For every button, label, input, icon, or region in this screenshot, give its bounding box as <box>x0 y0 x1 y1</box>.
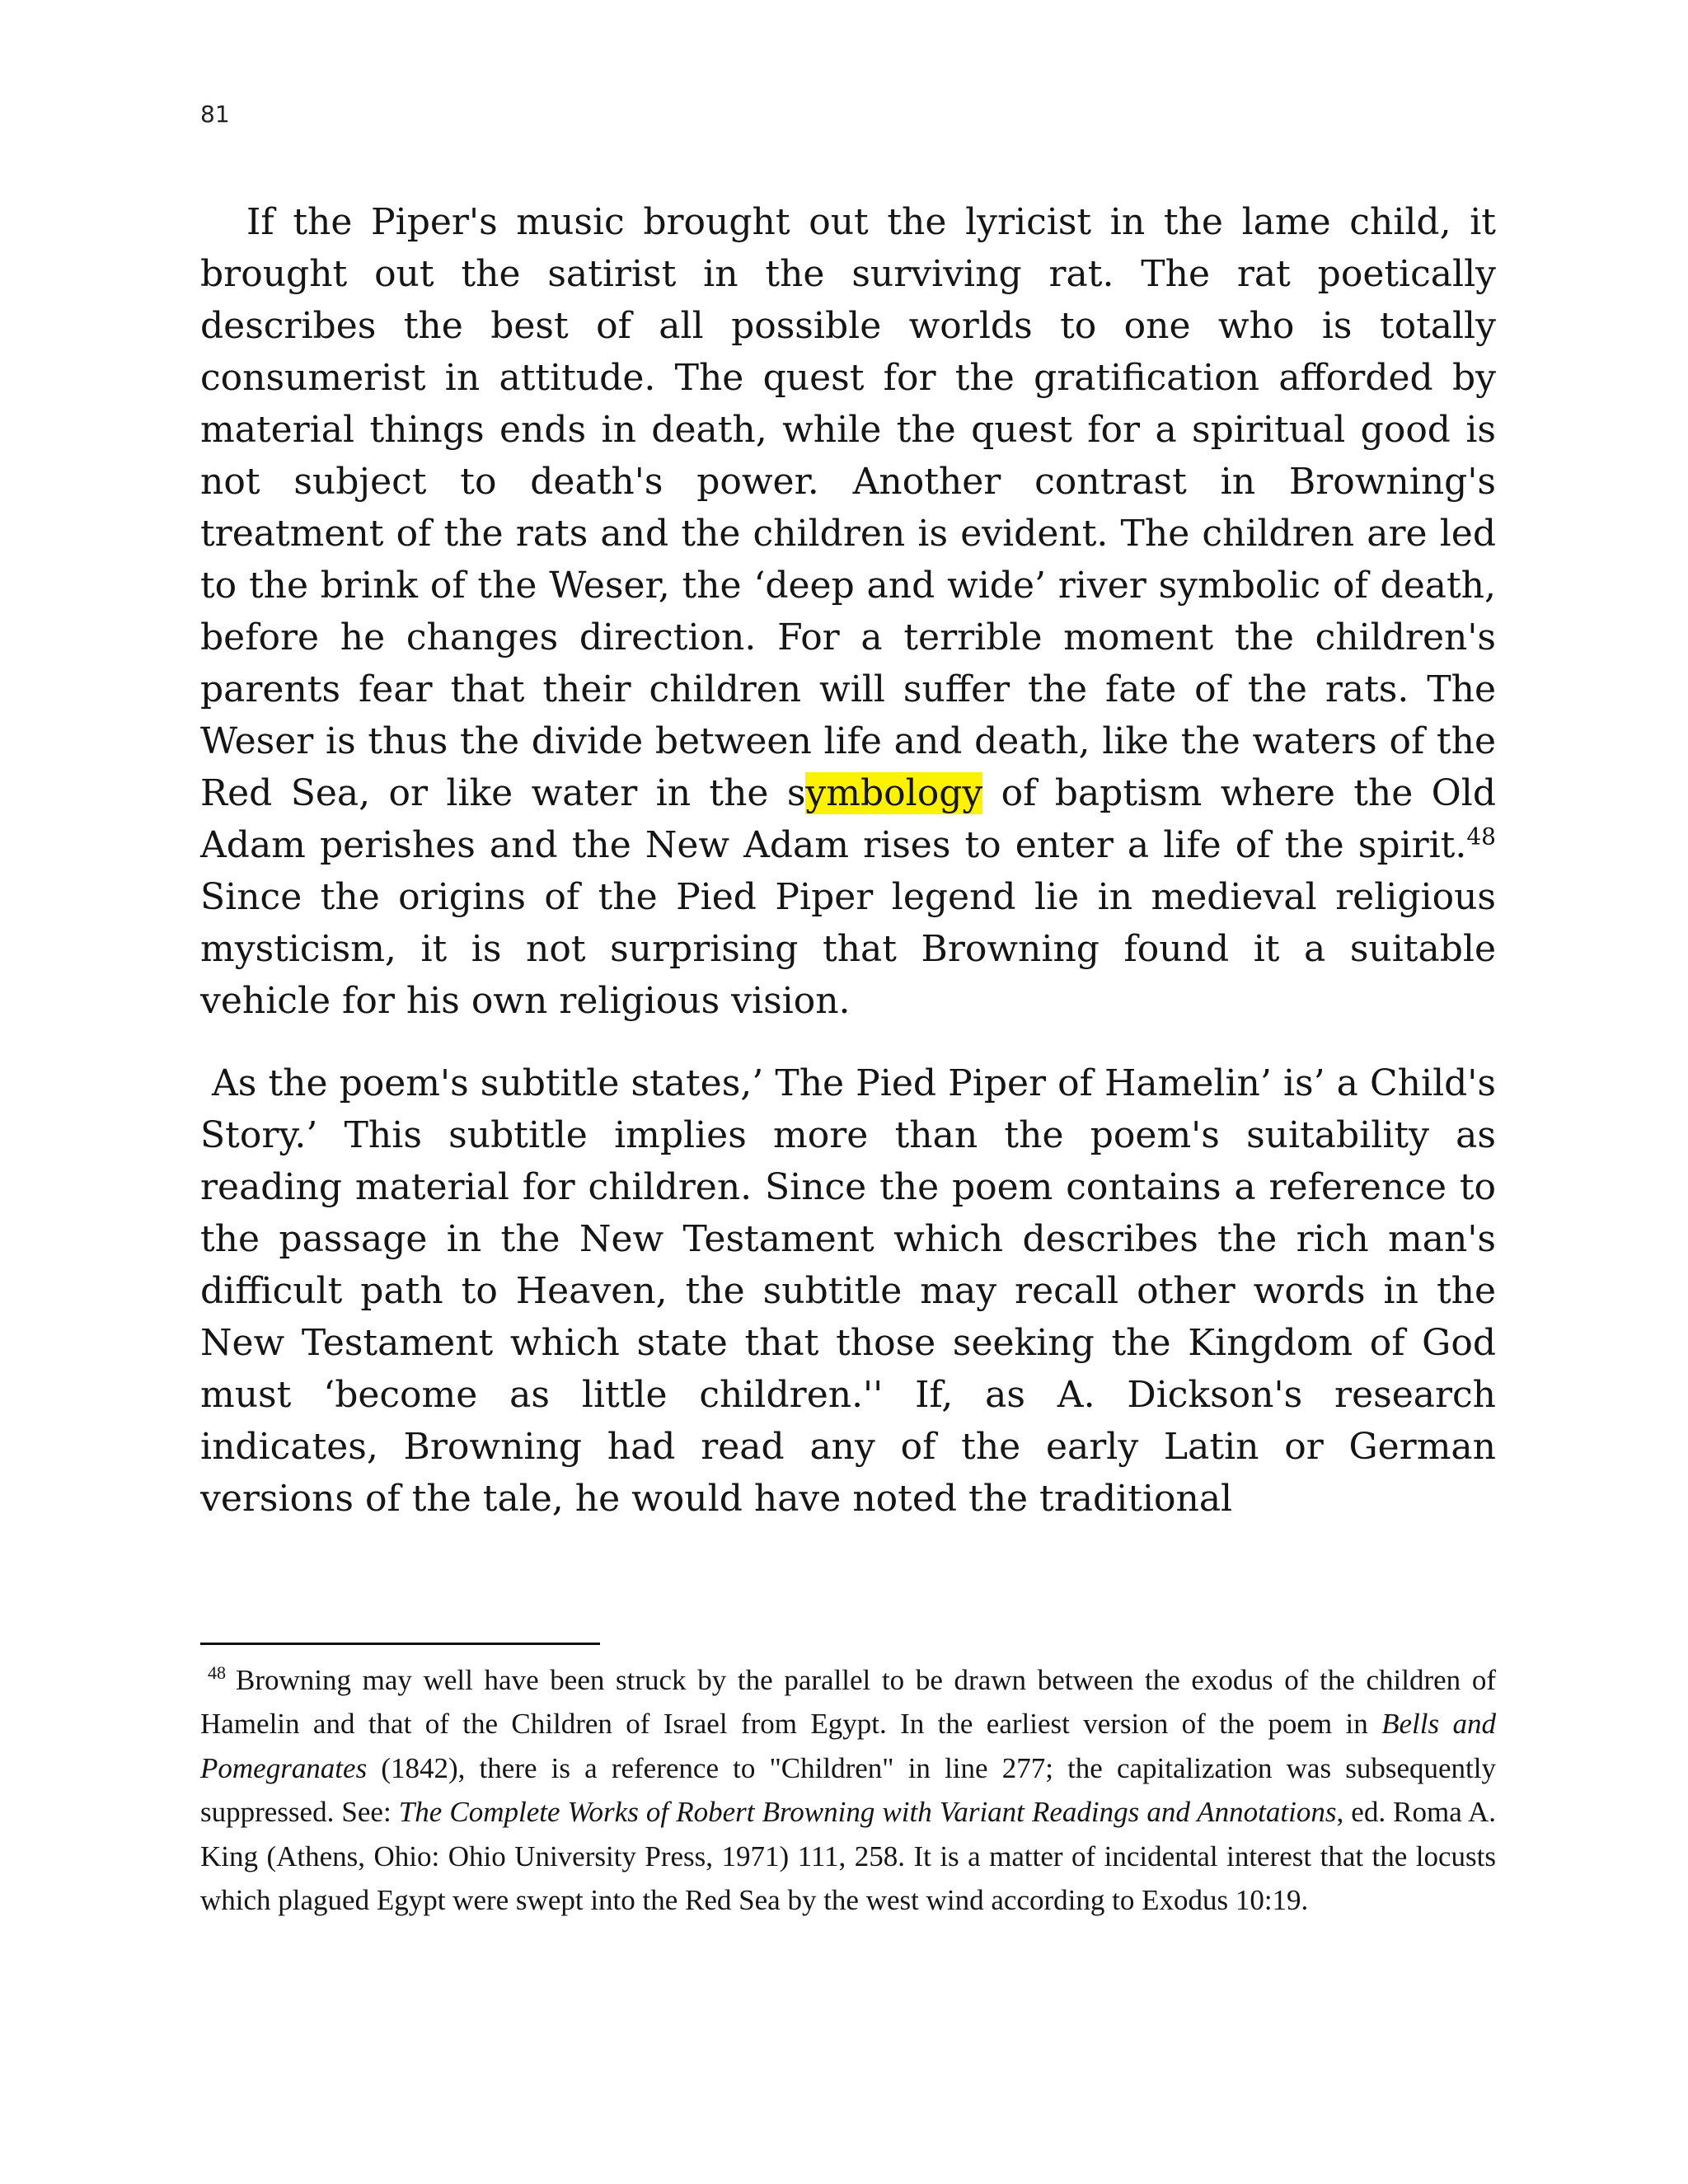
body-paragraph-2 <box>200 1057 1496 1525</box>
page-number: 81 <box>200 101 230 128</box>
footnote-italic-title: The Complete Works of Robert Browning with Variant Readings and Annotations <box>398 1796 1337 1829</box>
paragraph-text: As the poem's subtitle states,’ The Pied Piper of Hamelin’ is’ a Child's Story.’ This subtitle implies more than the poem's suitability as reading material for children. Since the poem contains a reference to the passage in the New Testament which describes the rich man's difficult path to Heaven, the subtitle may recall other words in the New Testament which state that those seeking the Kingdom of God must ‘become as little children.'' If, as A. Dickson's research indicates, Browning had read any of the early Latin or German versions of the tale, he would have noted the traditional <box>200 1062 1496 1520</box>
footnote-text: , ed. Roma A. King (Athens, Ohio: Ohio University Press, 1971) 111, 258. It is a matter of incidental interest that the locusts which plagued Egypt were swept into the Red Sea by the west wind according to Exodus 10:19. <box>200 1796 1496 1917</box>
footnote-text: (1842), there is a reference to "Children" in line 277; the capitalization was subsequently suppressed. See: <box>200 1751 1496 1829</box>
highlighted-word: ymbology <box>805 772 983 814</box>
paragraph-text: Since the origins of the Pied Piper legend lie in medieval religious mysticism, it is not surprising that Browning found it a suitable vehicle for his own religious vision. <box>200 876 1496 1022</box>
paragraph-text: of baptism where the Old Adam perishes and the New Adam rises to enter a life of the spirit. <box>200 772 1496 866</box>
footnote <box>200 1658 1496 1922</box>
paragraph-text: If the Piper's music brought out the lyricist in the lame child, it brought out the satirist in the surviving rat. The rat poetically describes the best of all possible worlds to one who is totally consumerist in attitude. The quest for the gratification afforded by material things ends in death, while the quest for a spiritual good is not subject to death's power. Another contrast in Browning's treatment of the rats and the children is evident. The children are led to the brink of the Weser, the ‘deep and wide’ river symbolic of death, before he changes direction. For a terrible moment the children's parents fear that their children will suffer the fate of the rats. The Weser is thus the divide between life and death, like the waters of the Red Sea, or like water in the s <box>200 201 1496 814</box>
footnote-reference: 48 <box>1466 823 1496 851</box>
footnote-separator <box>200 1643 600 1645</box>
footnote-number: 48 <box>208 1662 226 1684</box>
footnote-italic-title: Bells and Pomegranates <box>200 1708 1496 1784</box>
body-paragraph-1 <box>200 196 1496 1027</box>
footnote-text: Browning may well have been struck by the parallel to be drawn between the exodus of the children of Hamelin and that of the Children of Israel from Egypt. In the earliest version of the poem in <box>200 1664 1496 1741</box>
